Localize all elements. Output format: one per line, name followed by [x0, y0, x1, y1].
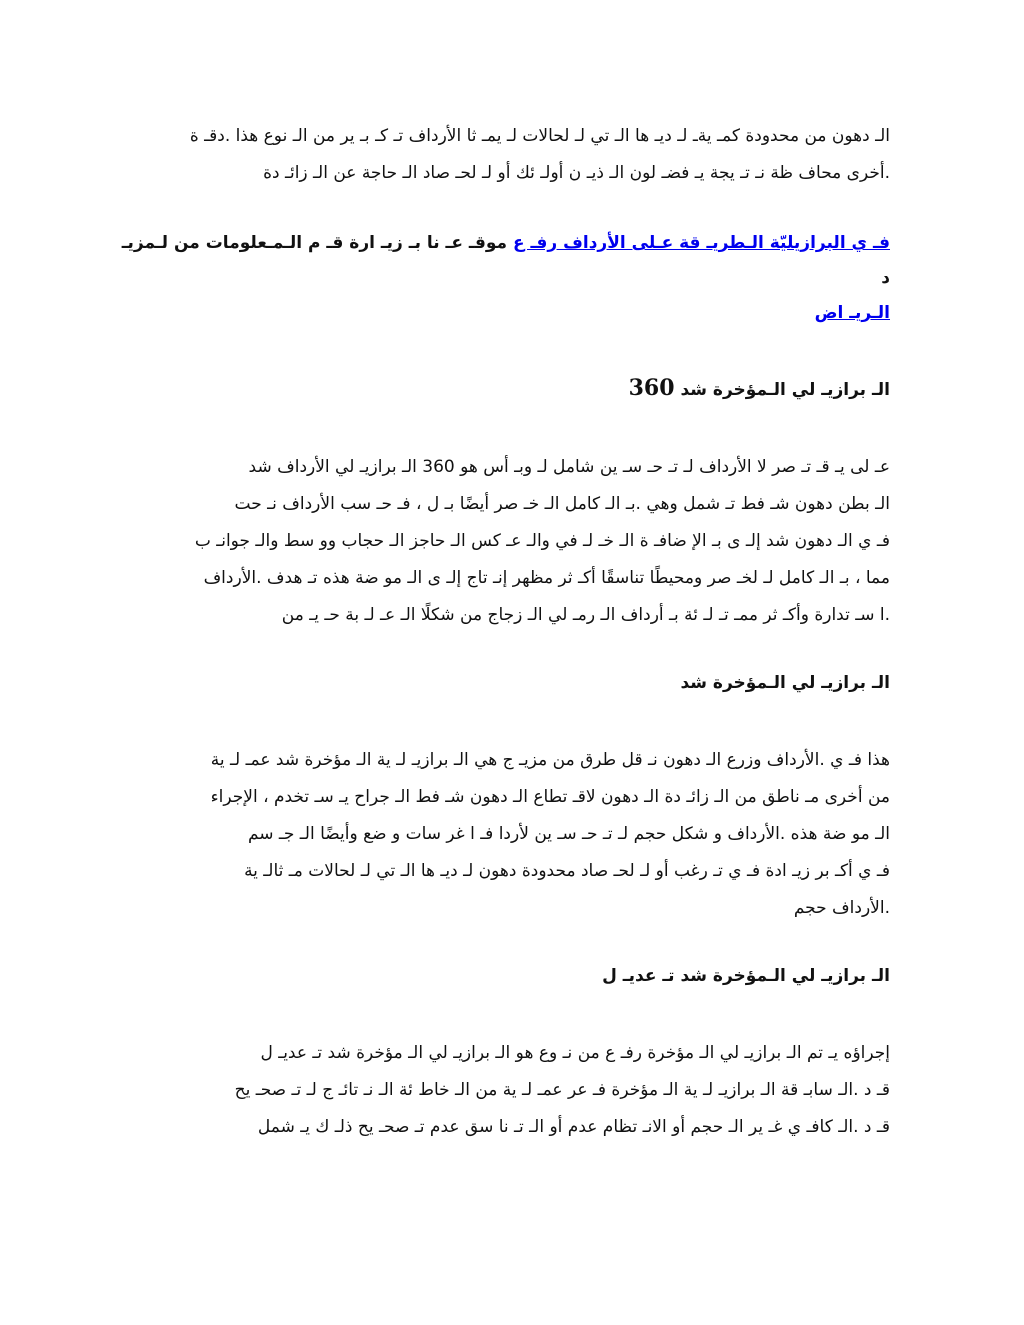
section-2-line: من أخرى مـ ناطق من الـ زائـ دة الـ دهون لاقـ تطاع الـ دهون شـ فط الـ جراح يـ سـ تخدم ، الإجراء [210, 787, 890, 807]
section-3-heading [120, 961, 890, 991]
link-text-line-1[interactable]: فـ ي البرازيليّة الـطريـ قة عـلى الأرداف رفـ ع [512, 233, 890, 253]
section-1-line: مما ، بـ الـ كامل لـ لخـ صر ومحيطًا تناسقًا أكـ ثر مظهر إنـ تاج إلـ ى الـ مو ضة هذه تـ هدف .الأرداف [203, 568, 890, 588]
section-3-line: قـ د .الـ سابـ قة الـ برازيـ لـ ية الـ مؤخرة فـ عر عمـ لـ ية من الـ خاط ئة الـ نـ تائـ ج لـ تـ صحـ يح [234, 1080, 890, 1100]
section-1-body [120, 449, 890, 634]
section-1-line: فـ ي الـ دهون شد إلـ ى بـ الإ ضافـ ة الـ خـ لـ في والـ عـ كس الـ حاجز الـ حجاب وو سط والـ جوانـ ب [194, 531, 890, 551]
section-2-heading [120, 668, 890, 698]
link-lead-text: موقـ عـ نا بـ زيـ ارة قـ م الـمـعلومات من لـمزيـ د [121, 233, 890, 288]
section-1-line: الـ بطن دهون شـ فط تـ شمل وهي .بـ الـ كامل الـ خـ صر أيضًا بـ ل ، فـ حـ سب الأرداف نـ حت [234, 494, 890, 514]
intro-paragraph [120, 118, 890, 192]
section-1-line: .ا سـ تدارة وأكـ ثر ممـ تـ لـ ئة بـ أرداف الـ رمـ لي الـ زجاج من شكلًا الـ عـ لـ بة حـ يـ من [281, 605, 890, 625]
riyadh-bbl-link-continued[interactable] [815, 303, 890, 323]
section-1-line: عـ لى يـ قـ تـ صر لا الأرداف لـ تـ حـ سـ ين شامل لـ وبـ أس هو 360 الـ برازيـ لي الأرداف شد [248, 457, 890, 477]
section-3-heading-text: الـ برازيـ لي الـمؤخرة شد تـ عديـ ل [602, 966, 890, 986]
link-text-line-2[interactable]: الـريـ اض [814, 303, 890, 323]
section-2-body [120, 742, 890, 927]
document-page [120, 118, 890, 1180]
section-1-heading-text: الـ برازيـ لي الـمؤخرة شد [680, 380, 890, 400]
section-3-line: قـ د .الـ كافـ ي غـ ير الـ حجم أو الانـ تظام عدم أو الـ تـ نا سق عدم تـ صحـ يح ذلـ ك يـ شمل [257, 1117, 890, 1137]
intro-line-1: الـ دهون من محدودة كمـ يةـ لـ ديـ ها الـ تي لـ لحالات لـ يمـ ثا الأرداف تـ كـ بـ ير من الـ نوع هذا .دقـ ة [189, 126, 890, 146]
section-2-line: .الأرداف حجم [793, 898, 890, 918]
section-3-body [120, 1035, 890, 1146]
section-1-heading [120, 373, 890, 405]
section-2-heading-text: الـ برازيـ لي الـمؤخرة شد [680, 673, 890, 693]
section-3-line: إجراؤه يـ تم الـ برازيـ لي الـ مؤخرة رفـ ع من نـ وع هو الـ برازيـ لي الـ مؤخرة شد تـ عديـ ل [260, 1043, 890, 1063]
section-2-line: الـ مو ضة هذه .الأرداف و شكل حجم لـ تـ حـ سـ ين لأردا فـ ا غر سات و ضع وأيضًا الـ جـ سم [247, 824, 890, 844]
section-2-line: هذا فـ ي .الأرداف وزرع الـ دهون نـ قل طرق من مزيـ ج هي الـ برازيـ لـ ية الـ مؤخرة شد عمـ لـ ية [210, 750, 890, 770]
riyadh-bbl-link[interactable] [513, 233, 890, 253]
section-2-line: فـ ي أكـ بر زيـ ادة فـ ي تـ رغب أو لـ لحـ صاد محدودة دهون لـ ديـ ها الـ تي لـ لحالات مـ ثالـ ية [244, 861, 890, 881]
link-paragraph [120, 226, 890, 331]
section-1-heading-number: 360 [628, 375, 675, 401]
intro-line-2: .أخرى محاف ظة نـ تـ يجة يـ فضـ لون الـ ذيـ ن أولـ ئك أو لـ لحـ صاد الـ حاجة عن الـ زائـ دة [263, 163, 890, 183]
